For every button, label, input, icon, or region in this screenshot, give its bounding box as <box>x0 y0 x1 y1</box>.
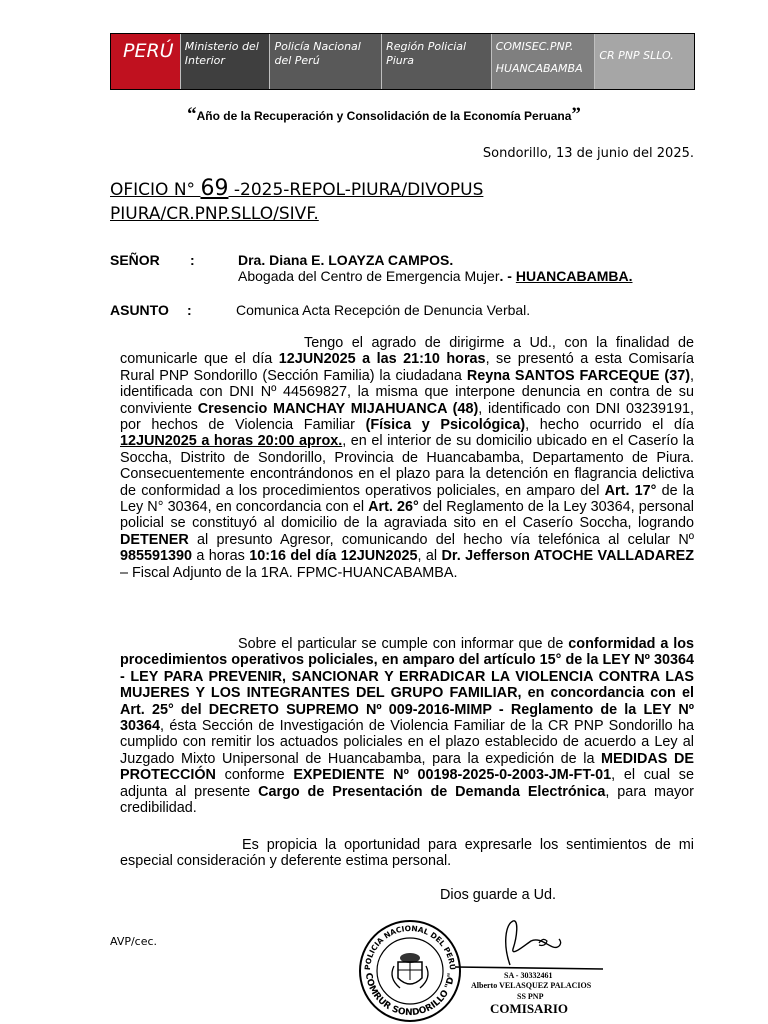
p2-segment: conforme <box>215 767 294 784</box>
oficio-suffix: -2025-REPOL-PIURA/DIVOPUS <box>228 180 484 200</box>
oficio-line2: PIURA/CR.PNP.SLLO/SIVF. <box>110 204 319 224</box>
p1-segment: del Reglamento de la Ley 30364, personal policial se constituyó al domicilio de la agraviada sito en el Caserío Soccha, logrando <box>120 499 694 532</box>
paragraph-informe <box>120 636 694 816</box>
p1-segment: Art. 17° <box>604 482 657 499</box>
header-comisec-line2: HUANCABAMBA <box>495 62 583 75</box>
senor-colon: : <box>190 252 195 268</box>
initials: AVP/cec. <box>110 935 158 948</box>
header-comisec <box>492 34 596 89</box>
p1-segment: DETENER <box>120 531 189 548</box>
p1-segment: 12JUN2025 a horas 20:00 aprox. <box>120 433 343 450</box>
p1-segment: Art. 26° <box>368 499 419 516</box>
p1-segment: , en el interior de su domicilio ubicado en el Caserío la Soccha, Distrito de Sondorillo, Provincia de Huancabamba, Departamento de Piura. Consecuentemente encontrándonos en el plazo para la detención en flagrancia delictiva de conformidad a los procedimientos operativos policiales, en amparo del <box>120 433 694 499</box>
p1-segment: – Fiscal Adjunto de la 1RA. FPMC-HUANCABAMBA. <box>120 564 458 581</box>
p1-segment: , al <box>417 548 442 565</box>
p1-segment: Cresencio MANCHAY MIJAHUANCA (48) <box>197 400 479 417</box>
signature-unit: SS PNP <box>517 992 544 1001</box>
header-cr: CR PNP SLLO. <box>595 34 694 89</box>
stamp-bottom-text: COMRUR SONDORILLO "D" <box>362 972 457 1019</box>
motto-text: Año de la Recuperación y Consolidación de la Economía Peruana <box>196 109 572 123</box>
p1-segment: de la Ley N° 30364, en concordancia con el <box>120 482 694 516</box>
senor-label: SEÑOR <box>110 252 160 268</box>
p1-segment: Reyna SANTOS FARCEQUE (37) <box>466 367 690 384</box>
closing-salutation: Dios guarde a Ud. <box>440 887 556 903</box>
header-banner <box>110 33 695 90</box>
p1-segment: Tengo el agrado de dirigirme a Ud., con la finalidad de comunicarle que el día <box>120 335 694 368</box>
signature-name: Alberto VELASQUEZ PALACIOS <box>471 981 592 990</box>
asunto-text: Comunica Acta Recepción de Denuncia Verbal. <box>236 302 531 318</box>
motto-close-quote: ” <box>571 104 581 125</box>
p2-segment: , para mayor credibilidad. <box>120 783 694 817</box>
p1-segment: , se presentó a esta Comisaría Rural PNP Sondorillo (Sección Familia) la ciudadana <box>120 351 694 384</box>
p1-segment: al presunto Agresor, comunicando del hecho vía telefónica al celular Nº <box>188 531 694 548</box>
header-policia: Policía Nacional del Perú <box>270 34 382 89</box>
paragraph-cierre: Es propicia la oportunidad para expresarle los sentimientos de mi especial consideración y deferente estima personal. <box>120 837 694 870</box>
p2-segment: , el cual se adjunta al presente <box>120 767 694 800</box>
asunto-colon: : <box>187 302 192 318</box>
p2-segment: Sobre el particular se cumple con informar que de <box>238 636 569 652</box>
oficio-title <box>110 177 670 226</box>
p1-segment: , hecho ocurrido el día <box>525 417 694 434</box>
p1-segment: (Física y Psicológica) <box>365 417 526 434</box>
p1-segment: , identificada con DNI Nº 44569827, la misma que interpone denuncia en contra de su conviviente <box>120 367 694 417</box>
recipient-role <box>238 268 633 284</box>
p1-segment: , identificado con DNI 03239191, por hechos de Violencia Familiar <box>120 400 694 434</box>
p2-segment: conformidad a los procedimientos operativos policiales, en amparo del artículo 15° de la LEY Nº 30364 - LEY PARA PREVENIR, SANCIONAR Y ERRADICAR LA VIOLENCIA CONTRA LAS MUJERES Y LOS INTEGRANTES DEL GRUPO FAMILIAR, en concordancia con el Art. 25° del DECRETO SUPREMO Nº 009-2016-MIMP - Reglamento de la LEY Nº 30364 <box>120 636 694 735</box>
police-seal-stamp <box>356 918 464 1024</box>
p1-segment: 985591390 <box>120 548 193 565</box>
coat-of-arms-icon <box>392 953 428 988</box>
p1-segment: 10:16 del día 12JUN2025 <box>249 548 418 565</box>
year-motto <box>0 104 768 126</box>
recipient-role-separator: . - <box>499 268 516 284</box>
document-date: Sondorillo, 13 de junio del 2025. <box>482 146 694 161</box>
header-peru: PERÚ <box>111 34 181 89</box>
p2-segment: MEDIDAS DE PROTECCIÓN <box>120 750 694 784</box>
stamp-top-text: POLICIA NACIONAL DEL PERÚ <box>362 923 458 971</box>
recipient-role-text: Abogada del Centro de Emergencia Mujer <box>238 268 500 284</box>
p1-segment: a horas <box>192 548 250 565</box>
p2-segment: Cargo de Presentación de Demanda Electrónica <box>258 783 606 800</box>
motto-open-quote: “ <box>187 104 197 125</box>
asunto-label: ASUNTO <box>110 302 169 318</box>
p2-segment: , ésta Sección de Investigación de Violencia Familiar de la CR PNP Sondorillo ha cumplido con remitir los actuados policiales en el plazo establecido de acuerdo a Ley al Juzgado Mixto Unipersonal de Huancabamba, para la expedición de la <box>120 718 694 767</box>
p2-segment: EXPEDIENTE Nº 00198-2025-0-2003-JM-FT-01 <box>293 767 612 784</box>
signature-title: COMISARIO <box>490 1001 569 1016</box>
paragraph-denuncia <box>120 335 694 581</box>
signature-rank: SA - 30332461 <box>504 971 553 980</box>
header-comisec-line1: COMISEC.PNP. <box>495 40 574 53</box>
oficio-prefix: OFICIO N° <box>110 180 201 200</box>
p1-segment: 12JUN2025 a las 21:10 horas <box>278 351 486 368</box>
handwritten-signature <box>455 915 605 973</box>
header-ministerio: Ministerio del Interior <box>181 34 271 89</box>
header-region: Región Policial Piura <box>382 34 492 89</box>
recipient-name: Dra. Diana E. LOAYZA CAMPOS. <box>238 252 454 268</box>
p1-segment: Dr. Jefferson ATOCHE VALLADAREZ <box>441 548 694 565</box>
recipient-place: HUANCABAMBA. <box>515 268 633 284</box>
oficio-number: 69 <box>200 176 229 201</box>
